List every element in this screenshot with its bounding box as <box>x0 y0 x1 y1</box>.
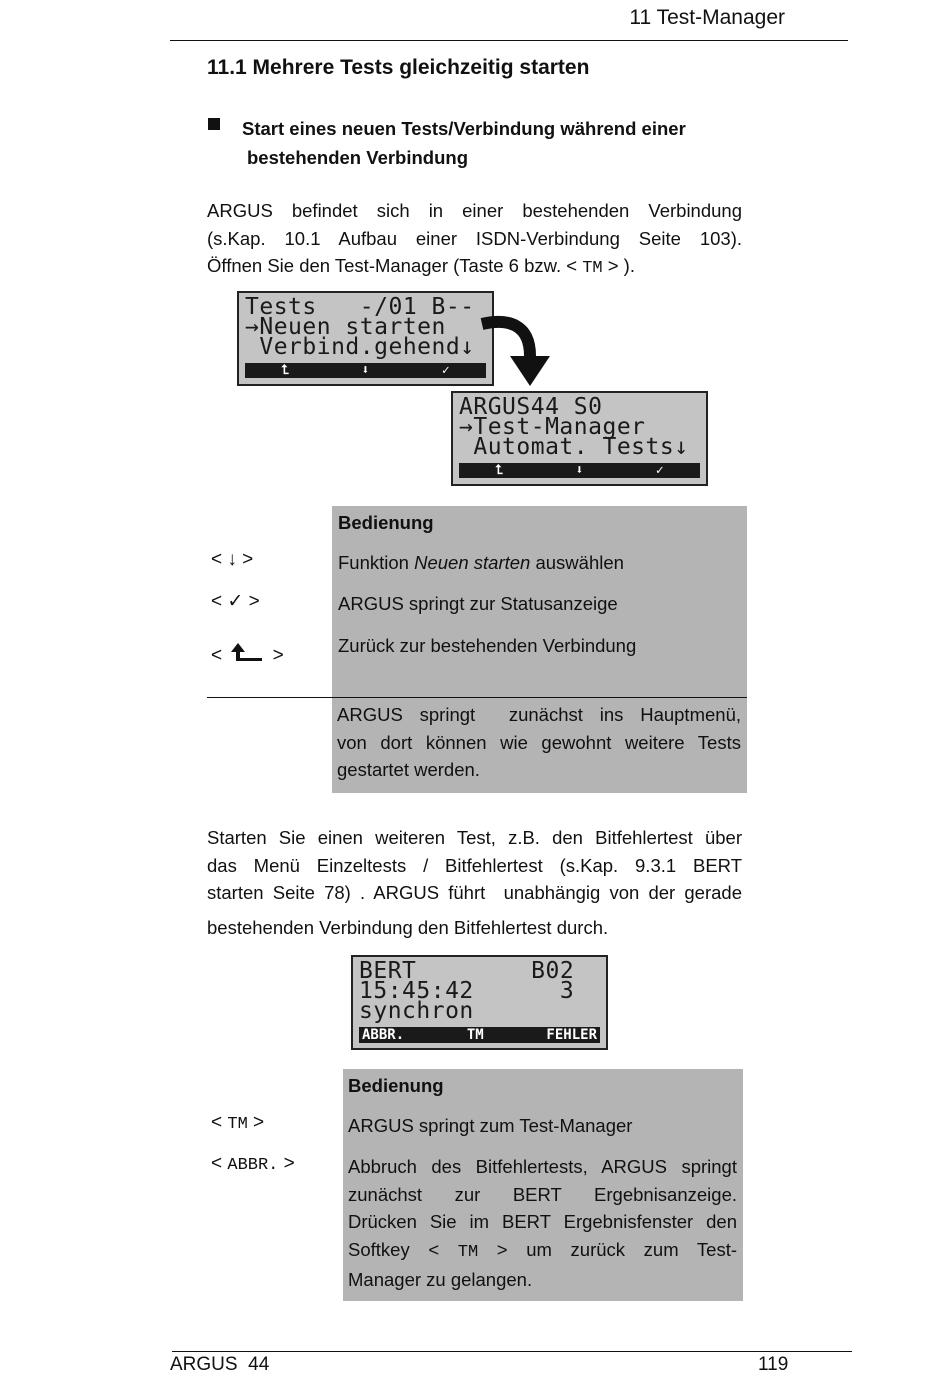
curved-arrow-icon <box>478 312 558 392</box>
lcd-row: →Test-Manager <box>459 414 646 440</box>
key-abbr: < ABBR. > <box>211 1153 295 1175</box>
intro-paragraph <box>207 197 742 280</box>
softkey-bar <box>459 463 700 478</box>
paragraph-line: starten Seite 78) . ARGUS führt unabhängig von der gerade <box>207 882 742 903</box>
lcd-row: Automat. Tests↓ <box>459 434 689 460</box>
lcd-row: 15:45:42 3 <box>359 978 575 1004</box>
table-row-text: Zurück zur bestehenden Verbindung <box>338 635 637 656</box>
return-arrow-icon <box>229 641 265 663</box>
key-ok: < ✓ > <box>211 591 260 612</box>
page-number: 119 <box>758 1354 789 1375</box>
softkey-down-icon[interactable]: ⬇ <box>361 363 370 378</box>
lcd-row: ARGUS44 S0 <box>459 394 603 420</box>
lcd-display-connection <box>237 291 494 386</box>
table-heading: Bedienung <box>338 512 434 533</box>
softkey-bar <box>245 363 486 378</box>
table-divider <box>207 697 747 698</box>
lcd-row: synchron <box>359 998 474 1024</box>
table-row-text: Abbruch des Bitfehlertests, ARGUS springt zunächst zur BERT Ergebnisanzeige. Drücken Sie im BERT Ergebnisfenster den Softkey < TM > um zurück zum Test- Manager zu gelangen. <box>348 1156 738 1290</box>
subheading-line1: Start eines neuen Tests/Verbindung während einer <box>242 118 686 139</box>
lcd-row: Verbind.gehend↓ <box>245 334 475 360</box>
intro-line: (s.Kap. 10.1 Aufbau einer ISDN-Verbindung Seite 103). <box>207 227 742 249</box>
softkey-ok-icon[interactable]: ✓ <box>441 363 450 378</box>
lcd-row: Tests -/01 B-- <box>245 294 475 320</box>
paragraph-line: das Menü Einzeltests / Bitfehlertest (s.Kap. 9.3.1 BERT <box>207 854 742 876</box>
key-back: < > <box>211 641 284 667</box>
chapter-header: 11 Test-Manager <box>629 6 785 29</box>
key-down: < ↓ > <box>211 549 254 570</box>
lcd-display-main-menu <box>451 391 708 486</box>
bullet-icon <box>208 118 220 130</box>
lcd-row: →Neuen starten <box>245 314 446 340</box>
softkey-back-icon[interactable]: ⮤ <box>495 463 503 478</box>
paragraph-line: Starten Sie einen weiteren Test, z.B. den Bitfehlertest über <box>207 827 742 848</box>
lcd-display-bert <box>351 955 608 1050</box>
paragraph-line: bestehenden Verbindung den Bitfehlertest durch. <box>207 916 609 938</box>
softkey-bar <box>359 1027 600 1043</box>
lcd-row: BERT B02 <box>359 958 575 984</box>
table-heading: Bedienung <box>348 1075 444 1096</box>
table-note: ARGUS springt zunächst ins Hauptmenü, von dort können wie gewohnt weitere Tests gestartet werden. <box>337 704 741 780</box>
softkey-tm[interactable]: TM <box>466 1027 484 1043</box>
footer-product: ARGUS 44 <box>170 1354 270 1375</box>
subheading <box>242 114 686 172</box>
softkey-abbr[interactable]: ABBR. <box>362 1027 405 1043</box>
table-row-text: ARGUS springt zum Test-Manager <box>348 1115 633 1136</box>
bert-paragraph <box>207 824 742 941</box>
header-rule <box>170 40 848 41</box>
subheading-line2: bestehenden Verbindung <box>247 147 468 168</box>
key-tm: < TM > <box>211 1112 265 1134</box>
intro-line: Öffnen Sie den Test-Manager (Taste 6 bzw. < TM > ). <box>207 255 635 278</box>
intro-line: ARGUS befindet sich in einer bestehenden Verbindung <box>207 200 742 221</box>
tm-key-label: TM <box>582 259 603 278</box>
softkey-back-icon[interactable]: ⮤ <box>281 363 289 378</box>
table-row-text: ARGUS springt zur Statusanzeige <box>338 593 618 614</box>
softkey-down-icon[interactable]: ⬇ <box>575 463 584 478</box>
softkey-ok-icon[interactable]: ✓ <box>655 463 664 478</box>
footer-rule <box>172 1351 852 1352</box>
table-row-text: Funktion Neuen starten auswählen <box>338 552 624 573</box>
softkey-fehler[interactable]: FEHLER <box>546 1027 597 1043</box>
section-title: 11.1 Mehrere Tests gleichzeitig starten <box>207 56 590 79</box>
